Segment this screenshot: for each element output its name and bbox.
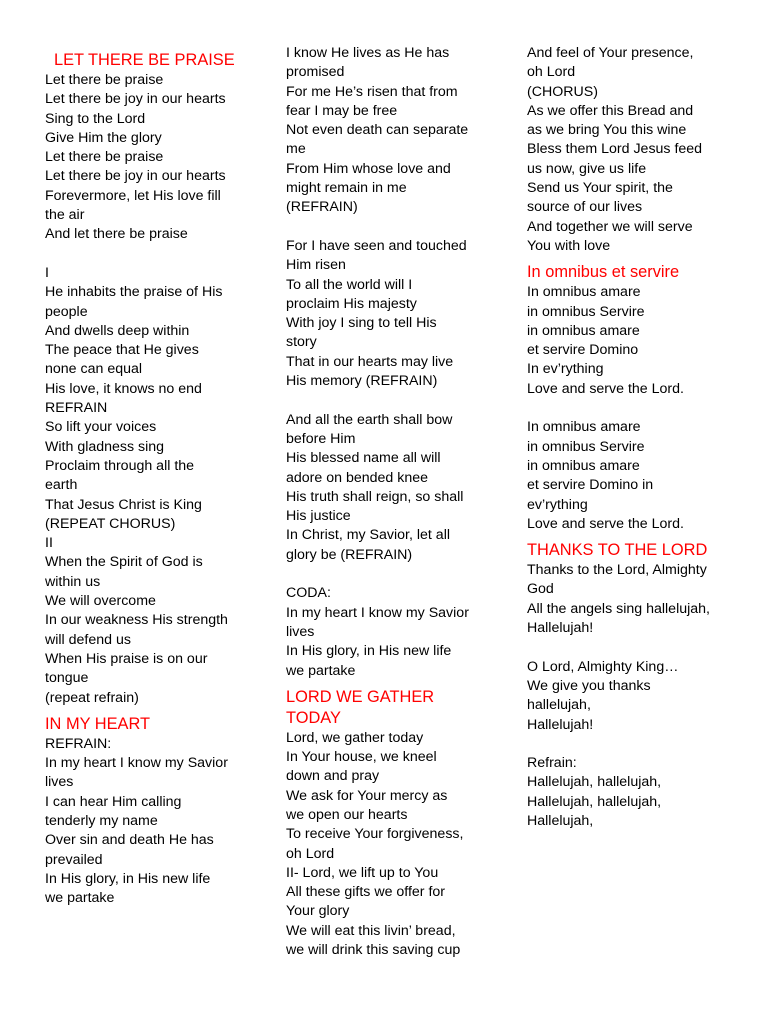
stanza-gap bbox=[527, 638, 757, 657]
lyric-line: me bbox=[286, 141, 306, 158]
lyric-line: And all the earth shall bow bbox=[286, 411, 453, 428]
lyric-line: In His glory, in His new life bbox=[45, 870, 211, 887]
lyric-line: oh Lord bbox=[286, 845, 335, 862]
lyric-line: All these gifts we offer for bbox=[286, 884, 446, 901]
lyric-line: As we offer this Bread and bbox=[527, 102, 694, 119]
column-2 bbox=[286, 44, 516, 960]
lyric-line: within us bbox=[45, 573, 101, 590]
lyric-line: story bbox=[286, 334, 317, 351]
lyric-line: That Jesus Christ is King bbox=[45, 496, 202, 513]
lyric-line: tongue bbox=[45, 670, 89, 687]
lyric-line: His truth shall reign, so shall bbox=[286, 488, 464, 505]
lyric-line: So lift your voices bbox=[45, 419, 157, 436]
lyric-line: Him risen bbox=[286, 257, 346, 274]
lyric-line: God bbox=[527, 581, 554, 598]
lyric-line: We ask for Your mercy as bbox=[286, 787, 448, 804]
lyric-line: The peace that He gives bbox=[45, 342, 199, 359]
song-title: LET THERE BE PRAISE bbox=[54, 51, 235, 69]
lyric-line: we partake bbox=[286, 662, 356, 679]
lyric-line: His memory (REFRAIN) bbox=[286, 373, 438, 390]
lyric-line: All the angels sing hallelujah, bbox=[527, 600, 710, 617]
lyric-line: proclaim His majesty bbox=[286, 295, 417, 312]
lyric-line: Hallelujah! bbox=[527, 716, 594, 733]
lyric-line: REFRAIN: bbox=[45, 735, 112, 752]
lyric-line: ev’rything bbox=[527, 496, 588, 513]
stanza-gap bbox=[527, 735, 757, 754]
lyric-line: Let there be joy in our hearts bbox=[45, 168, 226, 185]
lyric-line: And together we will serve bbox=[527, 218, 693, 235]
lyric-line: From Him whose love and bbox=[286, 160, 451, 177]
lyric-line: people bbox=[45, 303, 88, 320]
lyric-line: before Him bbox=[286, 430, 356, 447]
lyric-line: Sing to the Lord bbox=[45, 110, 146, 127]
lyric-line: lives bbox=[45, 774, 74, 791]
lyric-line: I know He lives as He has bbox=[286, 45, 450, 61]
lyric-line: You with love bbox=[527, 237, 611, 254]
lyric-line: us now, give us life bbox=[527, 160, 647, 177]
lyric-line: His blessed name all will bbox=[286, 450, 441, 467]
lyric-line: in omnibus amare bbox=[527, 457, 640, 474]
lyric-line: earth bbox=[45, 477, 78, 494]
lyric-line: Lord, we gather today bbox=[286, 729, 424, 746]
lyric-line: Hallelujah, hallelujah, bbox=[527, 793, 662, 810]
lyric-line: CODA: bbox=[286, 585, 331, 602]
lyric-line: To receive Your forgiveness, bbox=[286, 826, 464, 843]
lyric-line: Forevermore, let His love fill bbox=[45, 187, 221, 204]
lyric-line: et servire Domino bbox=[527, 342, 639, 359]
stanza-gap bbox=[286, 218, 516, 237]
lyric-line: To all the world will I bbox=[286, 276, 413, 293]
lyric-line: Refrain: bbox=[527, 755, 577, 772]
stanza-gap bbox=[286, 565, 516, 584]
lyric-line: we will drink this saving cup bbox=[286, 942, 461, 959]
lyric-line: (CHORUS) bbox=[527, 83, 598, 100]
lyric-line: Hallelujah, hallelujah, bbox=[527, 774, 662, 791]
lyric-line: we partake bbox=[45, 890, 115, 907]
lyric-line: I can hear Him calling bbox=[45, 793, 182, 810]
lyric-line: lives bbox=[286, 623, 315, 640]
lyric-line: And dwells deep within bbox=[45, 322, 190, 339]
song-title: THANKS TO THE LORD bbox=[527, 541, 708, 560]
lyric-line: Your glory bbox=[286, 903, 350, 920]
lyric-line: O Lord, Almighty King… bbox=[527, 658, 679, 675]
lyric-line: in omnibus Servire bbox=[527, 303, 645, 320]
lyric-line: In His glory, in His new life bbox=[286, 643, 452, 660]
lyric-line: II bbox=[45, 535, 53, 552]
lyric-line: fear I may be free bbox=[286, 102, 398, 119]
lyric-line: Send us Your spirit, the bbox=[527, 180, 673, 197]
stanza-gap bbox=[527, 399, 757, 418]
lyric-line: Let there be praise bbox=[45, 149, 164, 166]
lyric-line: With joy I sing to tell His bbox=[286, 315, 437, 332]
lyric-line: In omnibus amare bbox=[527, 419, 641, 436]
lyric-line: Proclaim through all the bbox=[45, 457, 195, 474]
lyric-line: in omnibus Servire bbox=[527, 438, 645, 455]
lyric-line: Let there be praise bbox=[45, 72, 164, 88]
lyric-line: oh Lord bbox=[527, 64, 576, 81]
lyric-line: We will eat this livin’ bread, bbox=[286, 922, 456, 939]
lyric-line: (REFRAIN) bbox=[286, 199, 358, 216]
column-3 bbox=[527, 44, 757, 831]
lyric-line: hallelujah, bbox=[527, 697, 591, 714]
lyric-line: That in our hearts may live bbox=[286, 353, 454, 370]
lyric-line: For me He’s risen that from bbox=[286, 83, 458, 100]
lyric-line: We give you thanks bbox=[527, 677, 651, 694]
lyric-line: (REPEAT CHORUS) bbox=[45, 515, 176, 532]
lyric-line: adore on bended knee bbox=[286, 469, 428, 486]
song-title: In omnibus et servire bbox=[527, 263, 680, 282]
lyric-line: II- Lord, we lift up to You bbox=[286, 864, 439, 881]
lyric-line: When His praise is on our bbox=[45, 650, 208, 667]
lyric-line: In Christ, my Savior, let all bbox=[286, 527, 450, 544]
lyric-line: For I have seen and touched bbox=[286, 237, 467, 254]
lyric-line: In ev’rything bbox=[527, 361, 604, 378]
lyric-line: Bless them Lord Jesus feed bbox=[527, 141, 703, 158]
song-title-continued: TODAY bbox=[286, 708, 341, 727]
lyric-line: might remain in me bbox=[286, 180, 407, 197]
lyric-line: With gladness sing bbox=[45, 438, 165, 455]
lyric-line: When the Spirit of God is bbox=[45, 554, 203, 571]
lyric-line: He inhabits the praise of His bbox=[45, 284, 223, 301]
lyric-line: We will overcome bbox=[45, 593, 156, 610]
lyric-line: Not even death can separate bbox=[286, 122, 469, 139]
lyric-line: In my heart I know my Savior bbox=[286, 604, 469, 621]
lyric-line: the air bbox=[45, 207, 85, 224]
lyric-line: Thanks to the Lord, Almighty bbox=[527, 562, 707, 579]
lyric-line: And let there be praise bbox=[45, 226, 188, 243]
lyric-line: tenderly my name bbox=[45, 812, 158, 829]
lyric-line: Give Him the glory bbox=[45, 129, 162, 146]
lyric-line: source of our lives bbox=[527, 199, 643, 216]
lyric-line: we open our hearts bbox=[286, 806, 408, 823]
lyric-line: down and pray bbox=[286, 768, 380, 785]
lyric-line: Love and serve the Lord. bbox=[527, 515, 684, 532]
lyric-line: in omnibus amare bbox=[527, 322, 640, 339]
lyric-line: glory be (REFRAIN) bbox=[286, 546, 413, 563]
lyric-line: Let there be joy in our hearts bbox=[45, 91, 226, 108]
lyric-line: as we bring You this wine bbox=[527, 122, 687, 139]
lyric-line: His love, it knows no end bbox=[45, 380, 202, 397]
lyric-line: Hallelujah, bbox=[527, 812, 594, 829]
lyric-line: REFRAIN bbox=[45, 400, 108, 417]
lyric-line: And feel of Your presence, bbox=[527, 45, 694, 61]
lyric-line: Love and serve the Lord. bbox=[527, 380, 684, 397]
lyric-line: will defend us bbox=[45, 631, 131, 648]
lyric-line: In omnibus amare bbox=[527, 284, 641, 301]
song-title: LORD WE GATHER bbox=[286, 687, 435, 706]
lyric-line: I bbox=[45, 264, 49, 281]
lyric-line: none can equal bbox=[45, 361, 143, 378]
song-title: IN MY HEART bbox=[45, 714, 151, 733]
stanza-gap bbox=[286, 391, 516, 410]
lyric-line: Over sin and death He has bbox=[45, 832, 214, 849]
column-1 bbox=[45, 44, 275, 908]
lyric-line: In Your house, we kneel bbox=[286, 749, 437, 766]
lyric-line: et servire Domino in bbox=[527, 477, 654, 494]
lyric-line: promised bbox=[286, 64, 345, 81]
lyric-line: Hallelujah! bbox=[527, 620, 594, 637]
lyric-line: His justice bbox=[286, 508, 351, 525]
lyric-line: In my heart I know my Savior bbox=[45, 755, 228, 772]
lyric-line: prevailed bbox=[45, 851, 103, 868]
lyric-line: In our weakness His strength bbox=[45, 612, 228, 629]
lyric-line: (repeat refrain) bbox=[45, 689, 139, 706]
stanza-gap bbox=[45, 245, 275, 264]
